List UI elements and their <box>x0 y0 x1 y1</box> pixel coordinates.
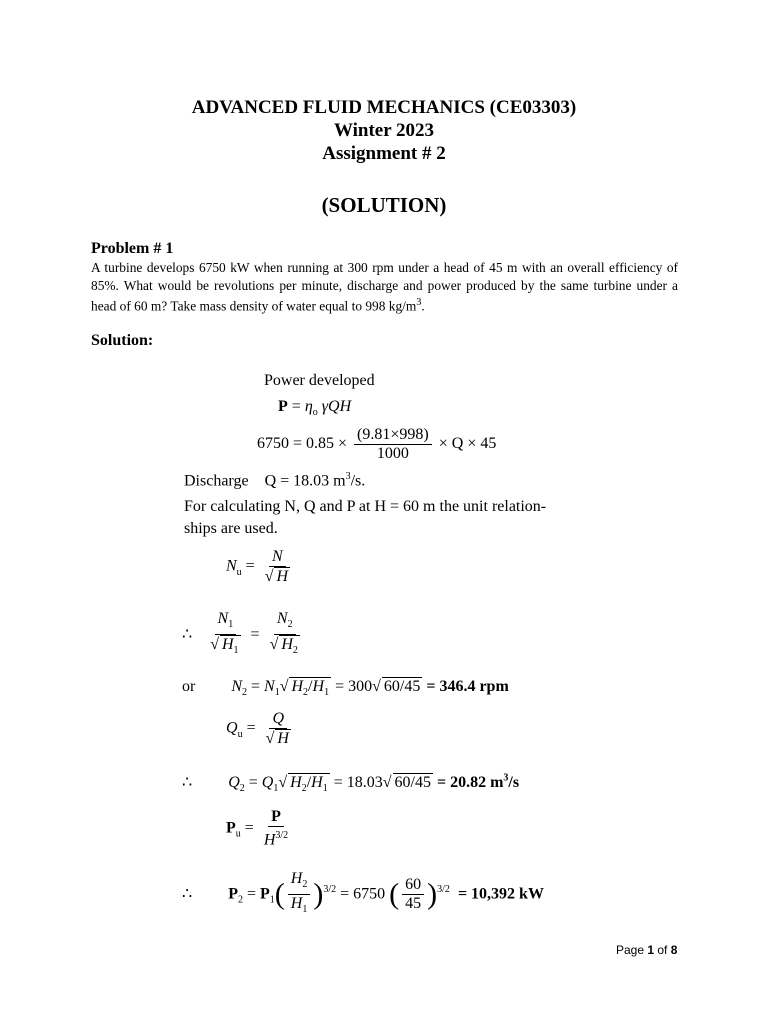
unit-power-eq: $P_u$ = $\frac{P}{H^{3/2}}$ <box>226 808 289 849</box>
power-equation: $P = \eta_o$ γQH <box>278 398 352 419</box>
assignment-title: Assignment # 2 <box>322 143 446 164</box>
problem-heading: Problem # 1 <box>91 240 174 257</box>
speed-ratio-eq: ∴ $\frac{N_1}{√ H_1}$ = $\frac{N_2}{√ H_2}$ <box>182 610 306 660</box>
solution-title: (SOLUTION) <box>321 193 447 217</box>
solution-heading: Solution: <box>91 332 154 349</box>
p2-equation: ∴ $P_2 = P_1$( $\frac{H_2}{H_1}$ )$^{3/2}$ = 6750 ( $\frac{60}{45}$ )$^{3/2}$ = 10,392 kW <box>182 870 544 916</box>
unit-speed-eq: $N_u$ = $\frac{N}{√ H}$ <box>226 548 289 585</box>
solution-figure <box>0 360 768 920</box>
calc-text-1: For calculating N, Q and P at H = 60 m the unit relation- <box>184 498 547 515</box>
problem-text: A turbine develops 6750 kW when running at 300 rpm under a head of 45 m with an overall efficiency of 85%. What would be revolutions per minute, discharge and power produced by the same turbine under a head of 60 m? Take mass density of water equal to 998 $kg/m^3$. <box>91 260 678 314</box>
power-substitution: 6750 = 0.85 × $\frac{(9.81\times 998)}{1000}$ × Q × 45 <box>257 426 497 462</box>
term-title: Winter 2023 <box>333 120 435 141</box>
q2-equation: ∴ $Q_2 = Q_1√$ $H_2/H_1 = 18.03√$ 60/45 = 20.82 $m^3/s$ <box>182 772 520 795</box>
course-title: ADVANCED FLUID MECHANICS (CE03303) <box>191 97 577 118</box>
calc-text-2: ships are used. <box>184 520 278 537</box>
n2-equation: or $N_2 = N_1√$ $H_2/H_1 = 300√$ 60/45 = 346.4 rpm <box>182 678 509 699</box>
unit-discharge-eq: $Q_u$ = $\frac{Q}{√ H}$ <box>226 710 289 747</box>
discharge-line: Discharge Q = 18.03 $m^3/s$. <box>184 471 366 490</box>
page-indicator: Page 1 of 8 <box>616 943 678 957</box>
power-developed-label: Power developed <box>264 372 375 389</box>
